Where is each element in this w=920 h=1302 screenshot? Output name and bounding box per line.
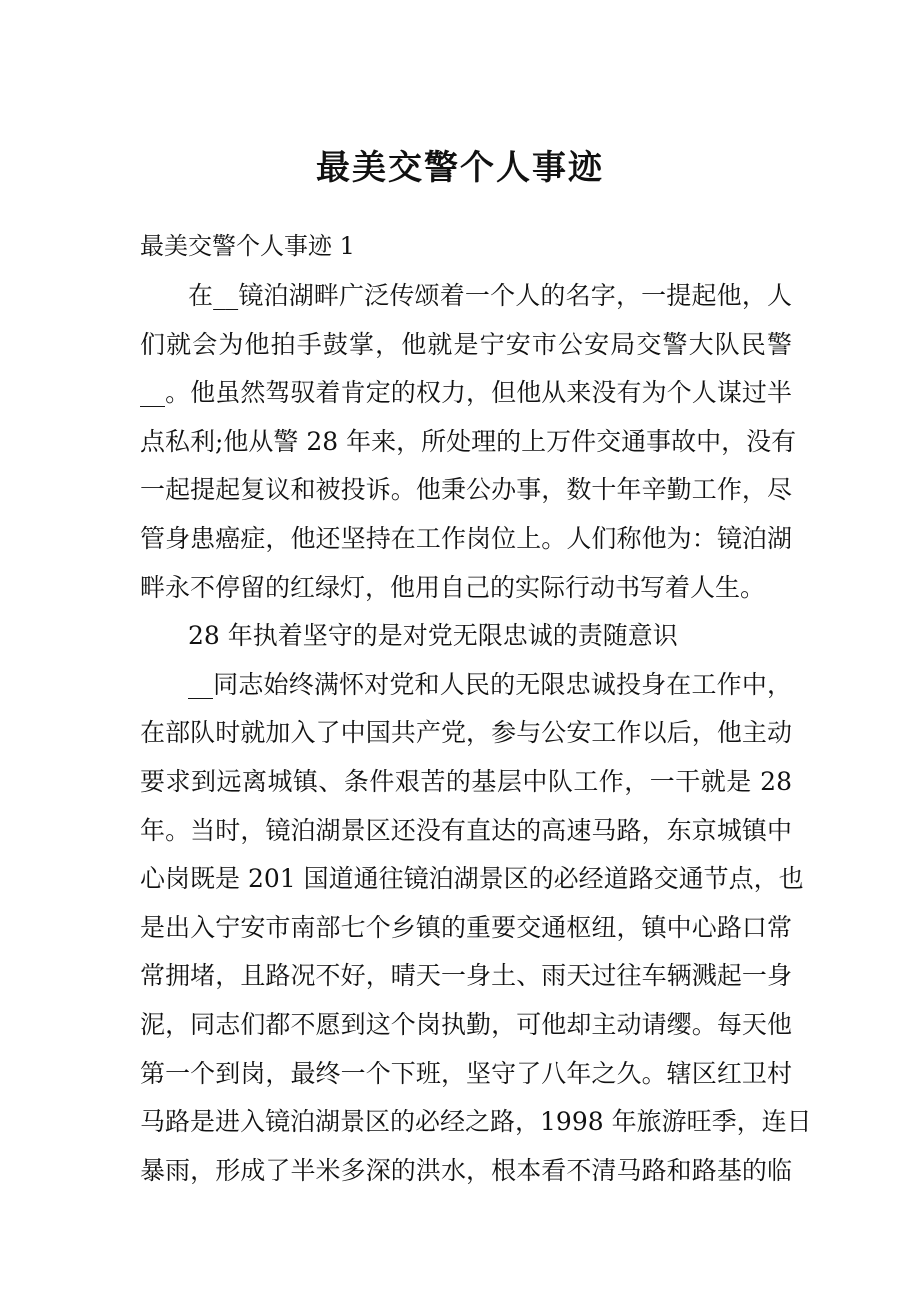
text-line: 马路是进入镜泊湖景区的必经之路，1998 年旅游旺季，连日: [140, 1107, 812, 1137]
document-body: [140, 272, 812, 1195]
text-line: __。他虽然驾驭着肯定的权力，但他从来没有为个人谋过半: [140, 378, 792, 408]
section-heading: 最美交警个人事迹 1: [140, 232, 355, 260]
text-line: 第一个到岗，最终一个下班，坚守了八年之久。辖区红卫村: [140, 1058, 792, 1088]
text-line: 是出入宁安市南部七个乡镇的重要交通枢纽，镇中心路口常: [140, 912, 792, 942]
text-line: 要求到远离城镇、条件艰苦的基层中队工作，一干就是 28: [140, 766, 792, 796]
text-line: 在部队时就加入了中国共产党，参与公安工作以后，他主动: [140, 718, 792, 748]
text-line: 点私利;他从警 28 年来，所处理的上万件交通事故中，没有: [140, 426, 797, 456]
paragraph: [140, 272, 797, 612]
text-line: 年。当时，镜泊湖景区还没有直达的高速马路，东京城镇中: [140, 815, 792, 845]
document-title: 最美交警个人事迹: [316, 148, 604, 188]
text-line: 畔永不停留的红绿灯，他用自己的实际行动书写着人生。: [140, 572, 766, 602]
text-line: 一起提起复议和被投诉。他秉公办事，数十年辛勤工作，尽: [140, 475, 792, 505]
text-line: 在__镜泊湖畔广泛传颂着一个人的名字，一提起他，人: [188, 281, 792, 310]
text-line: 们就会为他拍手鼓掌，他就是宁安市公安局交警大队民警: [140, 329, 792, 359]
text-line: 心岗既是 201 国道通往镜泊湖景区的必经道路交通节点，也: [140, 864, 804, 894]
text-line: __同志始终满怀对党和人民的无限忠诚投身在工作中，: [188, 669, 792, 699]
text-line: 暴雨，形成了半米多深的洪水，根本看不清马路和路基的临: [140, 1155, 792, 1185]
text-line: 管身患癌症，他还坚持在工作岗位上。人们称他为：镜泊湖: [140, 523, 792, 553]
text-line: 泥，同志们都不愿到这个岗执勤，可他却主动请缨。每天他: [140, 1009, 792, 1039]
text-line: 28 年执着坚守的是对党无限忠诚的责随意识: [188, 621, 678, 651]
paragraph: [140, 661, 812, 1196]
paragraph: [140, 612, 792, 661]
text-line: 常拥堵，且路况不好，晴天一身土、雨天过往车辆溅起一身: [140, 961, 792, 991]
